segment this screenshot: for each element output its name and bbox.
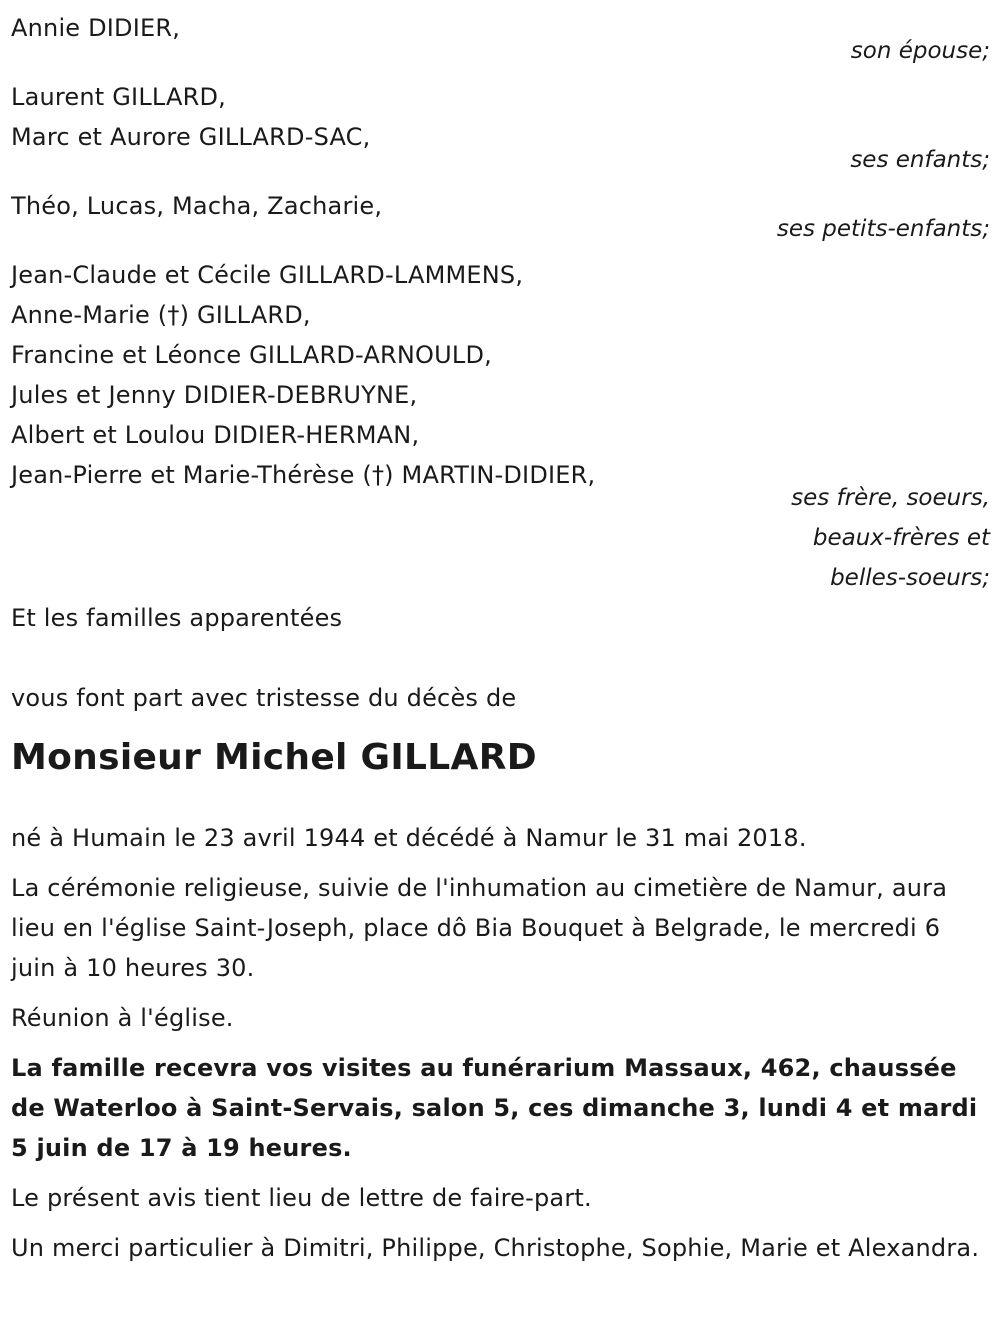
grandchildren-relation: ses petits-enfants; — [776, 216, 990, 242]
thanks-paragraph: Un merci particulier à Dimitri, Philippe, Christophe, Sophie, Marie et Alexandra. — [11, 1234, 980, 1262]
children-relation: ses enfants; — [850, 147, 990, 173]
announcement-line: vous font part avec tristesse du décès de — [11, 684, 517, 712]
siblings-relation-line: belles-soeurs; — [830, 565, 990, 591]
siblings-relation — [11, 478, 990, 598]
families-line: Et les familles apparentées — [11, 604, 343, 632]
children-group — [11, 77, 990, 180]
sibling-name: Francine et Léonce GILLARD-ARNOULD, — [11, 341, 492, 369]
sibling-name: Jean-Pierre et Marie-Thérèse (†) MARTIN-DIDIER, — [11, 461, 596, 489]
reunion-paragraph: Réunion à l'église. — [11, 1004, 234, 1032]
spouse-group — [11, 8, 990, 71]
ceremony-paragraph: La cérémonie religieuse, suivie de l'inhumation au cimetière de Namur, aura lieu en l'église Saint-Joseph, place dô Bia Bouquet à Belgrade, le mercredi 6 juin à 10 heures 30. — [11, 874, 948, 982]
siblings-relation-line: beaux-frères et — [812, 525, 990, 551]
birth-death-paragraph: né à Humain le 23 avril 1944 et décédé à Namur le 31 mai 2018. — [11, 824, 807, 852]
deceased-name: Monsieur Michel GILLARD — [11, 737, 537, 778]
sibling-name: Jean-Claude et Cécile GILLARD-LAMMENS, — [11, 261, 524, 289]
spouse-name: Annie DIDIER, — [11, 14, 181, 42]
visits-paragraph: La famille recevra vos visites au funérarium Massaux, 462, chaussée de Waterloo à Saint-Servais, salon 5, ces dimanche 3, lundi 4 et mardi 5 juin de 17 à 19 heures. — [11, 1054, 978, 1162]
grandchildren-group — [11, 186, 990, 249]
spouse-relation: son épouse; — [850, 38, 990, 64]
sibling-name: Anne-Marie (†) GILLARD, — [11, 301, 311, 329]
child-name: Marc et Aurore GILLARD-SAC, — [11, 123, 371, 151]
child-name: Laurent GILLARD, — [11, 83, 227, 111]
grandchildren-names: Théo, Lucas, Macha, Zacharie, — [11, 192, 383, 220]
sibling-name: Jules et Jenny DIDIER-DEBRUYNE, — [11, 381, 418, 409]
siblings-relation-line: ses frère, soeurs, — [791, 485, 990, 511]
siblings-group — [11, 255, 990, 598]
notice-paragraph: Le présent avis tient lieu de lettre de faire-part. — [11, 1184, 592, 1212]
sibling-name: Albert et Loulou DIDIER-HERMAN, — [11, 421, 420, 449]
